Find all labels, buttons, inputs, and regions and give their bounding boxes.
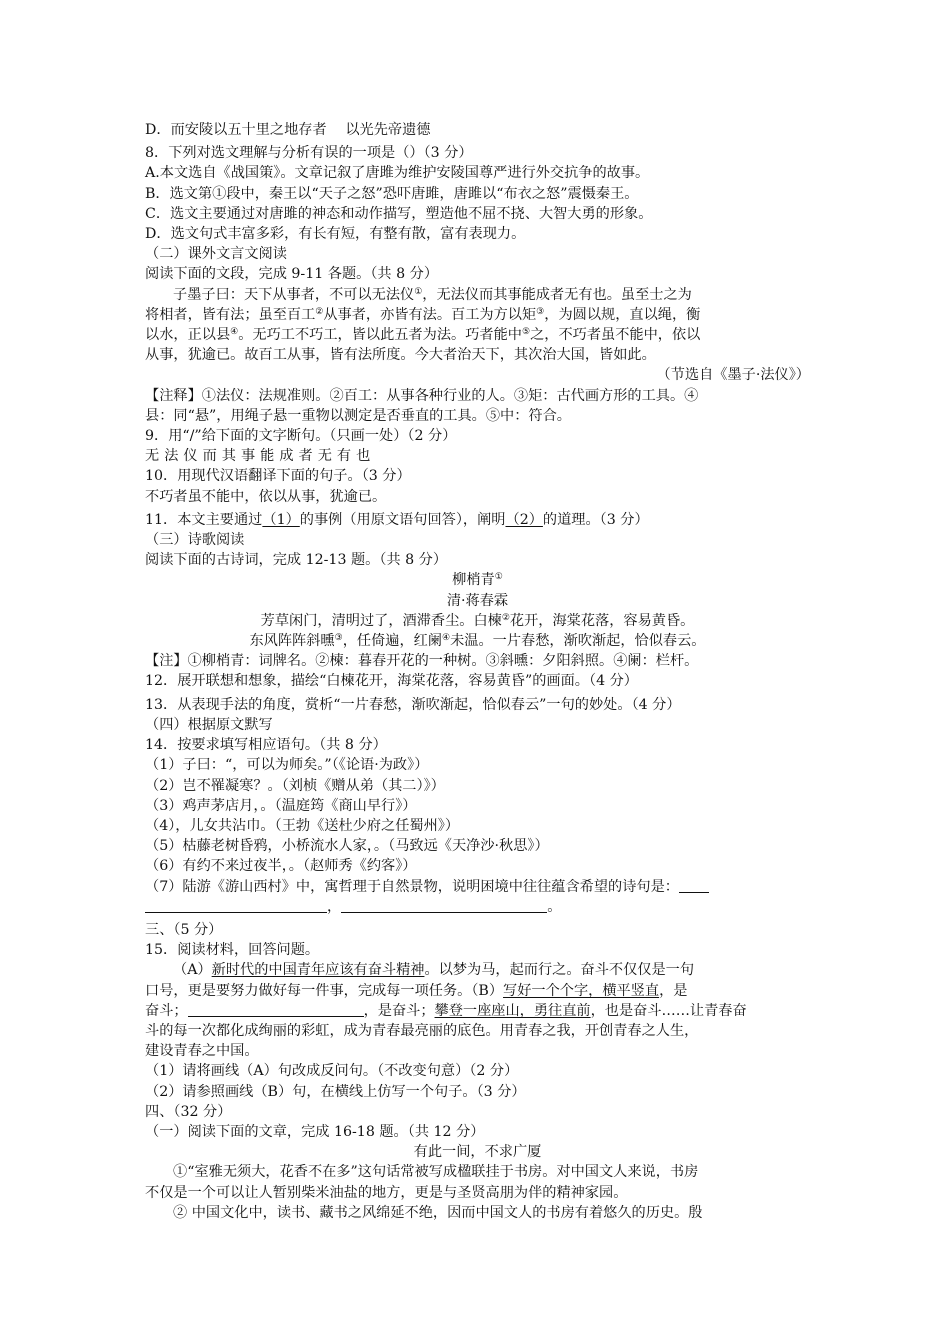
material-line: 奋斗； ，是奋斗；攀登一座座山，勇往直前，也是奋斗……让青春奋 xyxy=(145,1002,747,1019)
imitation-blank[interactable] xyxy=(188,1002,364,1017)
annotation: 【注释】①法仪：法规准则。②百工：从事各种行业的人。③矩：古代画方形的工具。④ xyxy=(145,387,699,404)
q8-option-a: A.本文选自《战国策》。文章记叙了唐雎为维护安陵国尊严进行外交抗争的故事。 xyxy=(145,165,650,182)
q14-item: （4），儿女共沾巾。（王勃《送杜少府之任蜀州》） xyxy=(145,817,460,834)
note-mark: ② xyxy=(315,306,324,317)
exam-page xyxy=(145,120,810,1223)
note-mark: ④ xyxy=(230,327,239,338)
q14-item: （3）鸡声茅店月，。（温庭筠《商山早行》） xyxy=(145,797,417,814)
section-4-title: 四、（32 分） xyxy=(145,1103,232,1120)
q11-stem: 11．本文主要通过（1）的事例（用原文语句回答），阐明（2）的道理。（3 分） xyxy=(145,511,649,528)
q14-item: （2）岂不罹凝寒？。（刘桢《赠从弟（其二）》） xyxy=(145,777,445,794)
section-intro: （一）阅读下面的文章，完成 16-18 题。（共 12 分） xyxy=(145,1123,485,1140)
q7-option-d: D．而安陵以五十里之地存者 以光先帝遗德 xyxy=(145,122,431,138)
section-title-classical: （二）课外文言文阅读 xyxy=(145,246,287,263)
underlined-sentence-b: 写好一个个字，横平竖直 xyxy=(503,982,660,999)
material-line: 口号，更是要努力做好每一件事，完成每一项任务。（B）写好一个个字，横平竖直，是 xyxy=(145,982,688,999)
section-title-recitation: （四）根据原文默写 xyxy=(145,716,273,733)
article-paragraph: ② 中国文化中，读书、藏书之风绵延不绝，因而中国文人的书房有着悠久的历史。殷 xyxy=(173,1204,703,1221)
q8-option-b: B．选文第①段中，秦王以“天子之怒”恐吓唐雎，唐雎以“布衣之怒”震慑秦王。 xyxy=(145,185,639,202)
note-mark: ⑤ xyxy=(521,327,531,338)
poem-line: 芳草闲门，清明过了，酒滞香尘。白楝②花开，海棠花落，容易黄昏。 xyxy=(260,612,695,629)
underlined-sentence-a: 新时代的中国青年应该有奋斗精神 xyxy=(211,962,425,979)
passage-line: 将相者，皆有法；虽至百工②从事者，亦皆有法。百工为方以矩③，为圆以规，直以绳，衡 xyxy=(145,306,701,323)
poem-title: 柳梢青① xyxy=(452,572,503,589)
passage-line: 子墨子曰：天下从事者，不可以无法仪①，无法仪而其事能成者无有也。虽至士之为 xyxy=(173,286,692,303)
note-mark: ④ xyxy=(442,633,451,644)
passage-line: 从事，犹逾已。故百工从事，皆有法所度。今大者治天下，其次治大国，皆如此。 xyxy=(145,347,656,364)
q14-item: （7）陆游《游山西村》中，寓哲理于自然景物，说明困境中往往蕴含希望的诗句是： xyxy=(145,877,810,897)
passage-line: 以水，正以县④。无巧工不巧工，皆以此五者为法。巧者能中⑤之，不巧者虽不能中，依以 xyxy=(145,327,701,344)
underlined-sentence-c: 攀登一座座山，勇往直前 xyxy=(434,1002,591,1019)
q15-sub-2: （2）请参照画线（B）句，在横线上仿写一个句子。（3 分） xyxy=(145,1083,526,1100)
q14-item-blanks: ， 。 xyxy=(145,897,810,917)
q12-stem: 12．展开联想和想象，描绘“白楝花开，海棠花落，容易黄昏”的画面。（4 分） xyxy=(145,673,638,690)
poem-author: 清·蒋春霖 xyxy=(446,592,509,609)
note-mark: ① xyxy=(494,572,503,583)
q14-item: （5）枯藤老树昏鸦，小桥流水人家，。（马致远《天净沙·秋思》） xyxy=(145,838,549,855)
q10-text: 不巧者虽不能中，依以从事，犹逾已。 xyxy=(145,488,387,505)
q13-stem: 13．从表现手法的角度，赏析“一片春愁，渐吹渐起，恰似春云”一句的妙处。（4 分） xyxy=(145,696,681,713)
q14-item: （1）子曰：“，可以为师矣。”（《论语·为政》） xyxy=(145,757,429,774)
annotation: 县：同“悬”，用绳子悬一重物以测定是否垂直的工具。⑤中：符合。 xyxy=(145,407,571,424)
section-intro: 阅读下面的古诗词，完成 12-13 题。（共 8 分） xyxy=(145,552,448,569)
section-3-title: 三、（5 分） xyxy=(145,921,223,938)
material-line: （A）新时代的中国青年应该有奋斗精神。以梦为马，起而行之。奋斗不仅仅是一句 xyxy=(173,962,695,979)
q8-option-c: C．选文主要通过对唐雎的神态和动作描写，塑造他不屈不挠、大智大勇的形象。 xyxy=(145,205,653,222)
note-mark: ③ xyxy=(334,633,343,644)
section-title-poetry: （三）诗歌阅读 xyxy=(145,532,245,549)
q15-sub-1: （1）请将画线（A）句改成反问句。（不改变句意）（2 分） xyxy=(145,1063,519,1080)
note-mark: ① xyxy=(414,286,423,297)
section-intro: 阅读下面的文段，完成 9-11 各题。（共 8 分） xyxy=(145,266,439,283)
material-line: 建设青春之中国。 xyxy=(145,1043,259,1060)
q11-blank-1: （1） xyxy=(262,511,300,528)
answer-blank[interactable] xyxy=(341,898,547,913)
q14-stem: 14．按要求填写相应语句。（共 8 分） xyxy=(145,737,387,754)
q8-stem: 8．下列对选文理解与分析有误的一项是（）（3 分） xyxy=(145,145,473,162)
q8-option-d: D．选文句式丰富多彩，有长有短，有整有散，富有表现力。 xyxy=(145,226,526,243)
note-mark: ② xyxy=(501,612,510,623)
answer-blank[interactable] xyxy=(679,878,709,893)
answer-blank[interactable] xyxy=(145,898,327,913)
q15-stem: 15．阅读材料，回答问题。 xyxy=(145,942,320,959)
article-paragraph: 不仅是一个可以让人暂别柴米油盐的地方，更是与圣贤高朋为伴的精神家园。 xyxy=(145,1184,628,1201)
q9-stem: 9．用“/”给下面的文字断句。（只画一处）（2 分） xyxy=(145,428,457,445)
article-title: 有此一间，不求广厦 xyxy=(413,1144,542,1161)
q11-blank-2: （2） xyxy=(505,511,543,528)
passage-source: （节选自《墨子·法仪》） xyxy=(656,367,810,384)
article-paragraph: ①“室雅无须大，花香不在多”这句话常被写成楹联挂于书房。对中国文人来说，书房 xyxy=(173,1164,699,1181)
note-mark: ③ xyxy=(536,306,545,317)
q10-stem: 10．用现代汉语翻译下面的句子。（3 分） xyxy=(145,468,411,485)
annotation: 【注】①柳梢青：词牌名。②楝：暮春开花的一种树。③斜曛：夕阳斜照。④阑：栏杆。 xyxy=(145,653,699,670)
poem-line: 东风阵阵斜曛③，任倚遍，红阑④未温。一片春愁，渐吹渐起，恰似春云。 xyxy=(249,633,706,650)
q9-text: 无法仪而其事能成者无有也 xyxy=(145,448,376,465)
q14-item: （6）有约不来过夜半，。（赵师秀《约客》） xyxy=(145,858,417,875)
material-line: 斗的每一次都化成绚丽的彩虹，成为青春最亮丽的底色。用青春之我，开创青春之人生， xyxy=(145,1022,699,1039)
